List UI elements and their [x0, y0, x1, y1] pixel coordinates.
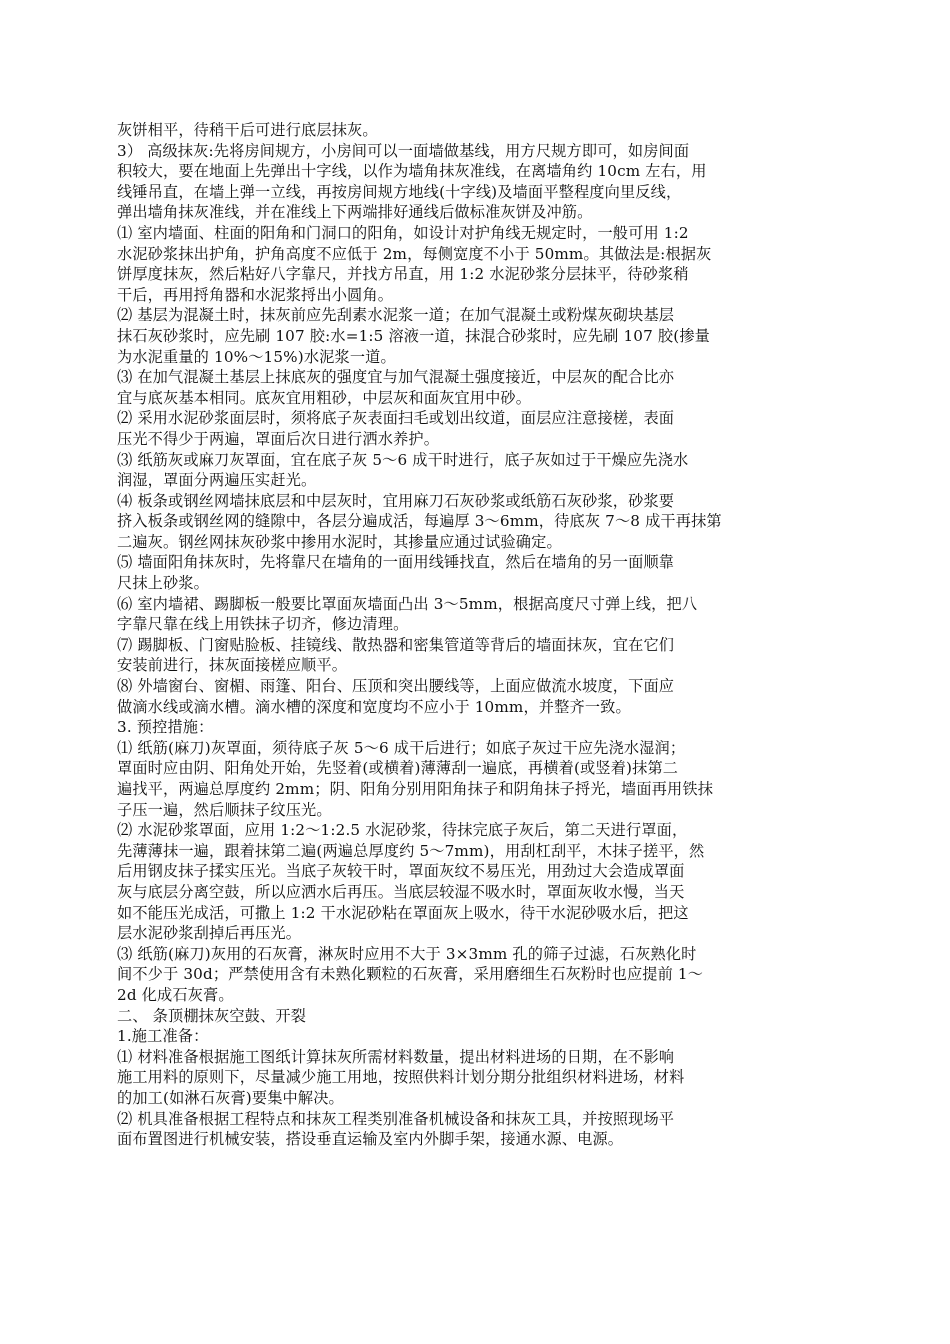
text-line: 压光不得少于两遍，罩面后次日进行洒水养护。: [117, 429, 440, 448]
text-line: 后用钢皮抹子揉实压光。当底子灰较干时，罩面灰纹不易压光，用劲过大会造成罩面: [117, 862, 685, 881]
text-line: 子压一遍，然后顺抹子纹压光。: [117, 800, 332, 819]
text-line: 面布置图进行机械安装，搭设垂直运输及室内外脚手架，接通水源、电源。: [117, 1130, 624, 1149]
text-line: 抹石灰砂浆时，应先刷 107 胶:水=1:5 溶液一道，抹混合砂浆时，应先刷 107 胶(掺量: [117, 326, 710, 345]
text-line: ⑵ 机具准备根据工程特点和抹灰工程类别准备机械设备和抹灰工具，并按照现场平: [117, 1109, 675, 1128]
text-line: ⑵ 基层为混凝土时，抹灰前应先刮素水泥浆一道；在加气混凝土或粉煤灰砌块基层: [117, 306, 675, 325]
text-line: ⑴ 纸筋(麻刀)灰罩面，须待底子灰 5～6 成干后进行；如底子灰过干应先浇水湿润；: [117, 738, 686, 757]
text-line: 层水泥砂浆刮掉后再压光。: [117, 924, 302, 943]
text-line: 线锤吊直，在墙上弹一立线，再按房间规方地线(十字线)及墙面平整程度向里反线，: [117, 182, 682, 201]
text-line: 尺抹上砂浆。: [117, 574, 210, 593]
text-line: 1.施工准备：: [117, 1027, 209, 1046]
text-line: 3） 高级抹灰:先将房间规方，小房间可以一面墙做基线，用方尺规方即可，如房间面: [117, 141, 690, 160]
text-line: ⑺ 踢脚板、门窗贴脸板、挂镜线、散热器和密集管道等背后的墙面抹灰，宜在它们: [117, 635, 675, 654]
text-line: ⑴ 材料准备根据施工图纸计算抹灰所需材料数量，提出材料进场的日期，在不影响: [117, 1047, 675, 1066]
text-line: 二、 条顶棚抹灰空鼓、开裂: [117, 1006, 307, 1025]
text-line: 间不少于 30d；严禁使用含有未熟化颗粒的石灰膏，采用磨细生石灰粉时也应提前 1～: [117, 965, 704, 984]
text-line: 施工用料的原则下，尽量减少施工用地，按照供料计划分期分批组织材料进场，材料: [117, 1068, 685, 1087]
text-line: ⑷ 板条或钢丝网墙抹底层和中层灰时，宜用麻刀石灰砂浆或纸筋石灰砂浆，砂浆要: [117, 491, 675, 510]
text-line: ⑶ 纸筋灰或麻刀灰罩面，宜在底子灰 5～6 成干时进行，底子灰如过于干燥应先浇水: [117, 450, 689, 469]
text-line: 为水泥重量的 10%～15%)水泥浆一道。: [117, 347, 396, 366]
text-line: ⑹ 室内墙裙、踢脚板一般要比罩面灰墙面凸出 3～5mm，根据高度尺寸弹上线，把八: [117, 594, 698, 613]
text-line: 饼厚度抹灰，然后粘好八字靠尺，并找方吊直，用 1:2 水泥砂浆分层抹平，待砂浆稍: [117, 265, 689, 284]
text-line: ⑸ 墙面阳角抹灰时，先将靠尺在墙角的一面用线锤找直，然后在墙角的另一面顺靠: [117, 553, 675, 572]
document-body: [117, 120, 839, 1150]
text-line: 挤入板条或钢丝网的缝隙中，各层分遍成活，每遍厚 3～6mm，待底灰 7～8 成干再抹第: [117, 512, 722, 531]
text-line: ⑶ 纸筋(麻刀)灰用的石灰膏，淋灰时应用不大于 3×3mm 孔的筛子过滤，石灰熟化时: [117, 944, 697, 963]
text-line: 润湿，罩面分两遍压实赶光。: [117, 471, 317, 490]
text-line: ⑻ 外墙窗台、窗楣、雨篷、阳台、压顶和突出腰线等，上面应做流水坡度，下面应: [117, 677, 675, 696]
text-line: 如不能压光成活，可撒上 1:2 干水泥砂粘在罩面灰上吸水，待干水泥砂吸水后，把这: [117, 903, 689, 922]
text-line: 做滴水线或滴水槽。滴水槽的深度和宽度均不应小于 10mm，并整齐一致。: [117, 697, 631, 716]
text-line: 安装前进行，抹灰面接槎应顺平。: [117, 656, 348, 675]
text-line: 3. 预控措施：: [117, 718, 214, 737]
text-line: 宜与底灰基本相同。底灰宜用粗砂，中层灰和面灰宜用中砂。: [117, 388, 532, 407]
text-line: 罩面时应由阴、阳角处开始，先竖着(或横着)薄薄刮一遍底，再横着(或竖着)抹第二: [117, 759, 679, 778]
text-line: 灰饼相平，待稍干后可进行底层抹灰。: [117, 121, 378, 139]
text-line: 2d 化成石灰膏。: [117, 985, 234, 1004]
text-line: ⑴ 室内墙面、柱面的阳角和门洞口的阳角，如设计对护角线无规定时，一般可用 1:2: [117, 223, 689, 242]
text-line: 字靠尺靠在线上用铁抹子切齐，修边清理。: [117, 615, 409, 634]
text-line: ⑵ 水泥砂浆罩面，应用 1:2～1:2.5 水泥砂浆，待抹完底子灰后，第二天进行罩面，: [117, 821, 688, 840]
text-line: 干后，再用捋角器和水泥浆捋出小圆角。: [117, 285, 394, 304]
text-line: 遍找平，两遍总厚度约 2mm；阴、阳角分别用阳角抹子和阴角抹子捋光，墙面再用铁抹: [117, 780, 714, 798]
text-line: 的加工(如淋石灰膏)要集中解决。: [117, 1088, 344, 1107]
text-line: 弹出墙角抹灰准线，并在准线上下两端排好通线后做标准灰饼及冲筋。: [117, 203, 593, 222]
text-line: 灰与底层分离空鼓，所以应洒水后再压。当底层较湿不吸水时，罩面灰收水慢，当天: [117, 882, 685, 901]
text-line: ⑵ 采用水泥砂浆面层时，须将底子灰表面扫毛或划出纹道，面层应注意接槎，表面: [117, 409, 675, 428]
text-line: 水泥砂浆抹出护角，护角高度不应低于 2m，每侧宽度不小于 50mm。其做法是:根据灰: [117, 244, 712, 263]
text-line: ⑶ 在加气混凝土基层上抹底灰的强度宜与加气混凝土强度接近，中层灰的配合比亦: [117, 368, 675, 387]
text-line: 二遍灰。钢丝网抹灰砂浆中掺用水泥时，其掺量应通过试验确定。: [117, 532, 562, 551]
text-line: 积较大，要在地面上先弹出十字线，以作为墙角抹灰准线，在离墙角约 10cm 左右，用: [117, 162, 707, 181]
text-line: 先薄薄抹一遍，跟着抹第二遍(两遍总厚度约 5～7mm)，用刮杠刮平，木抹子搓平，然: [117, 841, 705, 860]
